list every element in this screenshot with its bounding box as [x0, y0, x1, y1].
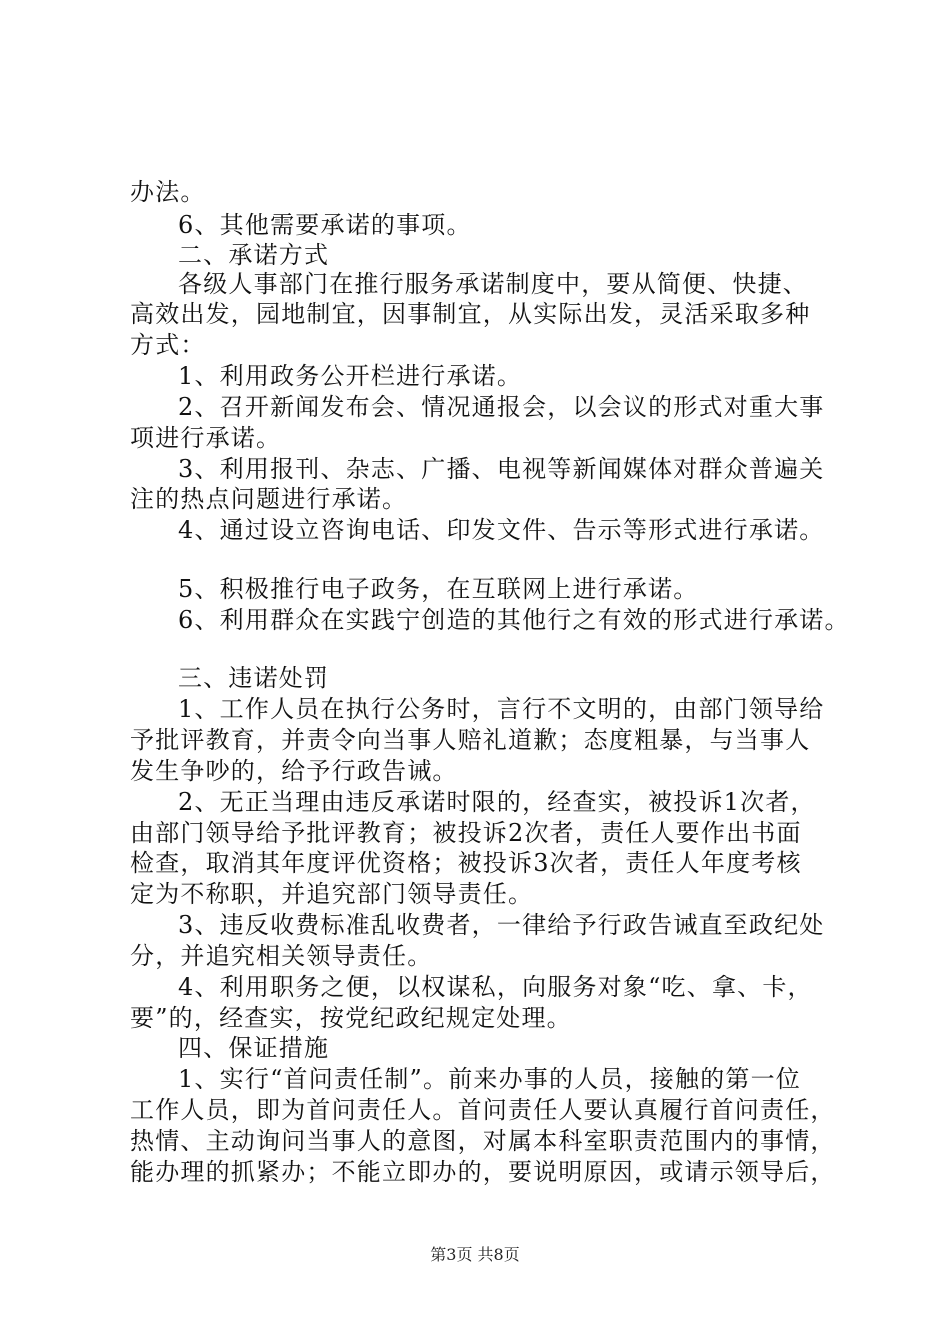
text-line: 6、其他需要承诺的事项。 [178, 211, 472, 239]
section-heading: 二、承诺方式 [178, 241, 330, 269]
text-line: 4、通过设立咨询电话、印发文件、告示等形式进行承诺。 [178, 516, 825, 544]
text-line: 热情、主动询问当事人的意图，对属本科室职责范围内的事情， [130, 1127, 836, 1155]
text-line: 办法。 [130, 178, 206, 206]
section-heading: 三、违诺处罚 [178, 664, 330, 692]
text-line: 发生争吵的，给予行政告诫。 [130, 757, 458, 785]
text-line: 1、工作人员在执行公务时，言行不文明的，由部门领导给 [178, 695, 825, 723]
text-line: 1、实行“首问责任制”。前来办事的人员，接触的第一位 [178, 1065, 802, 1093]
text-line: 定为不称职，并追究部门领导责任。 [130, 880, 534, 908]
text-line: 3、违反收费标准乱收费者，一律给予行政告诫直至政纪处 [178, 911, 825, 939]
text-line: 分，并追究相关领导责任。 [130, 942, 433, 970]
text-line: 4、利用职务之便，以权谋私，向服务对象“吃、拿、卡， [178, 973, 813, 1001]
text-line: 2、召开新闻发布会、情况通报会，以会议的形式对重大事 [178, 393, 825, 421]
text-line: 能办理的抓紧办；不能立即办的，要说明原因，或请示领导后， [130, 1158, 836, 1186]
text-line: 要”的，经查实，按党纪政纪规定处理。 [130, 1004, 572, 1032]
text-line: 注的热点问题进行承诺。 [130, 485, 408, 513]
text-line: 3、利用报刊、杂志、广播、电视等新闻媒体对群众普遍关 [178, 455, 825, 483]
text-line: 5、积极推行电子政务，在互联网上进行承诺。 [178, 575, 699, 603]
text-line: 高效出发，园地制宜，因事制宜，从实际出发，灵活采取多种 [130, 300, 811, 328]
text-line: 项进行承诺。 [130, 424, 282, 452]
text-line: 各级人事部门在推行服务承诺制度中，要从简便、快捷、 [178, 270, 808, 298]
text-line: 1、利用政务公开栏进行承诺。 [178, 362, 523, 390]
page-footer: 第3页 共8页 [430, 1245, 520, 1264]
text-line: 由部门领导给予批评教育；被投诉2次者，责任人要作出书面 [130, 819, 802, 847]
text-line: 方式： [130, 331, 206, 359]
text-line: 6、利用群众在实践宁创造的其他行之有效的形式进行承诺。 [178, 606, 850, 634]
section-heading: 四、保证措施 [178, 1034, 330, 1062]
text-line: 2、无正当理由违反承诺时限的，经查实，被投诉1次者， [178, 788, 816, 816]
text-line: 工作人员，即为首问责任人。首问责任人要认真履行首问责任， [130, 1096, 836, 1124]
text-line: 予批评教育，并责令向当事人赔礼道歉；态度粗暴，与当事人 [130, 726, 811, 754]
text-line: 检查，取消其年度评优资格；被投诉3次者，责任人年度考核 [130, 849, 802, 877]
